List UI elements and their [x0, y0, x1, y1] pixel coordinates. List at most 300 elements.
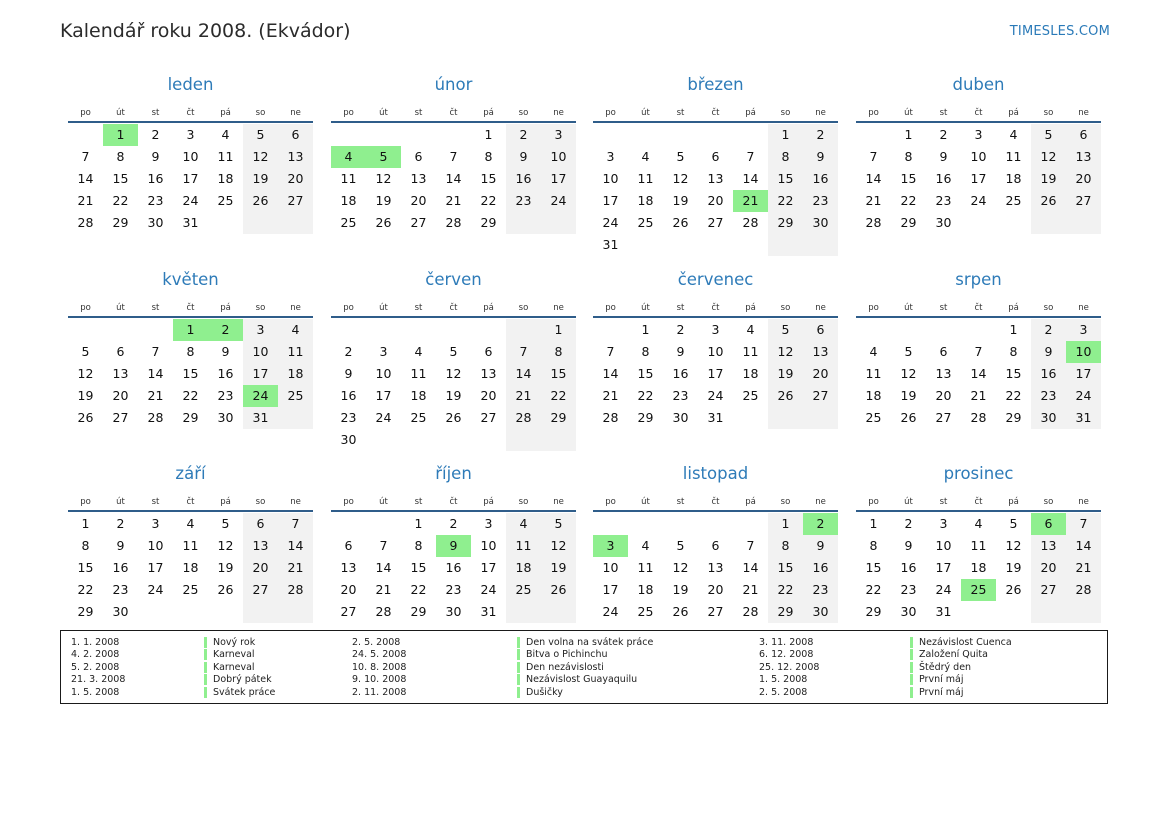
day-cell: 25 [217, 193, 234, 208]
day-cell: 20 [278, 168, 313, 190]
day-cell: 12 [672, 171, 689, 186]
day-cell: 20 [707, 582, 724, 597]
day-cell: 23 [506, 190, 541, 212]
day-cell: 25 [506, 579, 541, 601]
day-cell: 19 [77, 388, 94, 403]
month-title: květen [162, 270, 219, 289]
day-cell: 24 [1066, 385, 1101, 407]
day-cell: 18 [217, 171, 234, 186]
month-divider [856, 316, 1101, 318]
day-cell: 11 [410, 366, 427, 381]
day-cell: 21 [970, 388, 987, 403]
day-cell: 13 [410, 171, 427, 186]
day-cell: 2 [1031, 319, 1066, 341]
day-cell: 25 [340, 215, 357, 230]
day-cell: 2 [208, 319, 243, 341]
day-cell: 26 [900, 410, 917, 425]
weekday-label: st [939, 303, 948, 313]
day-cell: 7 [506, 341, 541, 363]
weekday-label: pá [483, 108, 494, 118]
day-cell: 21 [147, 388, 164, 403]
legend-holiday-name: Založení Quita [910, 649, 988, 660]
day-cell: 28 [147, 410, 164, 425]
day-cell: 5 [904, 344, 913, 359]
day-cell: 26 [375, 215, 392, 230]
weekend-empty-cell [768, 234, 803, 256]
weekend-empty-cell [278, 212, 313, 234]
day-cell: 4 [641, 538, 650, 553]
day-cell: 5 [366, 146, 401, 168]
legend-date: 1. 5. 2008 [759, 674, 808, 686]
day-cell: 22 [1005, 388, 1022, 403]
day-cell: 19 [445, 388, 462, 403]
day-cell: 13 [803, 341, 838, 363]
day-cell: 30 [217, 410, 234, 425]
day-cell: 7 [151, 344, 160, 359]
day-cell: 9 [803, 535, 838, 557]
day-cell: 7 [1066, 513, 1101, 535]
day-cell: 17 [480, 560, 497, 575]
day-cell: 5 [768, 319, 803, 341]
day-cell: 15 [77, 560, 94, 575]
day-cell: 19 [1005, 560, 1022, 575]
day-cell: 17 [707, 366, 724, 381]
day-cell: 24 [707, 388, 724, 403]
day-cell: 2 [939, 127, 948, 142]
day-cell: 18 [182, 560, 199, 575]
day-cell: 4 [506, 513, 541, 535]
day-cell: 2 [803, 124, 838, 146]
day-cell: 27 [243, 579, 278, 601]
day-cell: 22 [541, 385, 576, 407]
day-cell: 30 [445, 604, 462, 619]
day-cell: 27 [803, 385, 838, 407]
weekday-label: út [116, 303, 125, 313]
weekday-label: út [904, 303, 913, 313]
day-cell: 26 [1031, 190, 1066, 212]
day-cell: 15 [637, 366, 654, 381]
day-cell: 3 [711, 322, 720, 337]
day-cell: 11 [340, 171, 357, 186]
day-cell: 24 [970, 193, 987, 208]
day-cell: 27 [112, 410, 129, 425]
day-cell: 9 [221, 344, 230, 359]
day-cell: 12 [900, 366, 917, 381]
day-cell: 8 [1009, 344, 1018, 359]
day-cell: 19 [243, 168, 278, 190]
day-cell: 25 [410, 410, 427, 425]
weekday-label: st [939, 497, 948, 507]
day-cell: 10 [602, 560, 619, 575]
weekday-label: čt [974, 108, 983, 118]
day-cell: 28 [278, 579, 313, 601]
legend-date: 5. 2. 2008 [71, 661, 120, 673]
day-cell: 23 [340, 410, 357, 425]
day-cell: 25 [278, 385, 313, 407]
weekday-label: so [780, 303, 791, 313]
weekend-empty-cell [243, 601, 278, 623]
day-cell: 8 [186, 344, 195, 359]
day-cell: 4 [974, 516, 983, 531]
day-cell: 10 [147, 538, 164, 553]
day-cell: 1 [541, 319, 576, 341]
weekday-label: st [676, 497, 685, 507]
weekend-empty-cell [803, 407, 838, 429]
weekday-label: pá [1008, 108, 1019, 118]
weekday-label: so [255, 108, 266, 118]
weekend-empty-cell [541, 212, 576, 234]
weekday-label: po [868, 108, 879, 118]
day-cell: 1 [904, 127, 913, 142]
legend-holiday-name: Štědrý den [910, 662, 971, 673]
weekday-label: so [1043, 497, 1054, 507]
day-cell: 13 [480, 366, 497, 381]
day-cell: 11 [637, 171, 654, 186]
day-cell: 1 [641, 322, 650, 337]
month-title: prosinec [943, 464, 1014, 483]
day-cell: 24 [243, 385, 278, 407]
day-cell: 26 [77, 410, 94, 425]
day-cell: 1 [103, 124, 138, 146]
day-cell: 26 [445, 410, 462, 425]
weekday-label: pá [483, 497, 494, 507]
day-cell: 20 [935, 388, 952, 403]
day-cell: 5 [676, 149, 685, 164]
legend-date: 1. 1. 2008 [71, 637, 120, 648]
day-cell: 21 [602, 388, 619, 403]
day-cell: 24 [602, 604, 619, 619]
day-cell: 29 [480, 215, 497, 230]
weekday-label: st [151, 303, 160, 313]
day-cell: 11 [637, 560, 654, 575]
day-cell: 28 [742, 215, 759, 230]
day-cell: 25 [961, 579, 996, 601]
weekday-label: po [605, 108, 616, 118]
day-cell: 26 [672, 604, 689, 619]
day-cell: 12 [77, 366, 94, 381]
weekday-label: čt [974, 303, 983, 313]
day-cell: 9 [151, 149, 160, 164]
day-cell: 6 [711, 149, 720, 164]
day-cell: 9 [1031, 341, 1066, 363]
weekday-label: ne [290, 108, 301, 118]
day-cell: 4 [869, 344, 878, 359]
day-cell: 5 [81, 344, 90, 359]
weekday-label: čt [711, 303, 720, 313]
day-cell: 10 [602, 171, 619, 186]
weekday-label: st [676, 303, 685, 313]
day-cell: 7 [81, 149, 90, 164]
day-cell: 15 [768, 168, 803, 190]
day-cell: 31 [243, 407, 278, 429]
day-cell: 6 [116, 344, 125, 359]
day-cell: 18 [340, 193, 357, 208]
weekday-label: ne [290, 497, 301, 507]
day-cell: 18 [637, 582, 654, 597]
weekday-label: po [80, 303, 91, 313]
day-cell: 7 [606, 344, 615, 359]
day-cell: 23 [217, 388, 234, 403]
day-cell: 27 [1031, 579, 1066, 601]
legend-date: 2. 11. 2008 [352, 686, 407, 698]
day-cell: 11 [970, 538, 987, 553]
day-cell: 23 [900, 582, 917, 597]
day-cell: 6 [278, 124, 313, 146]
weekday-label: pá [745, 108, 756, 118]
weekend-empty-cell [506, 429, 541, 451]
day-cell: 30 [112, 604, 129, 619]
month-divider [593, 510, 838, 512]
day-cell: 20 [1066, 168, 1101, 190]
weekend-empty-cell [1066, 212, 1101, 234]
day-cell: 3 [379, 344, 388, 359]
day-cell: 10 [707, 344, 724, 359]
day-cell: 26 [1005, 582, 1022, 597]
day-cell: 27 [480, 410, 497, 425]
month-title: listopad [682, 464, 749, 483]
day-cell: 29 [112, 215, 129, 230]
day-cell: 30 [803, 212, 838, 234]
weekday-label: út [904, 108, 913, 118]
day-cell: 20 [480, 388, 497, 403]
day-cell: 17 [541, 168, 576, 190]
day-cell: 2 [506, 124, 541, 146]
weekend-empty-cell [803, 234, 838, 256]
weekday-label: út [641, 497, 650, 507]
day-cell: 1 [484, 127, 493, 142]
day-cell: 2 [449, 516, 458, 531]
day-cell: 11 [217, 149, 234, 164]
month-divider [856, 121, 1101, 123]
day-cell: 29 [1005, 410, 1022, 425]
weekend-empty-cell [506, 212, 541, 234]
day-cell: 16 [445, 560, 462, 575]
day-cell: 15 [768, 557, 803, 579]
month-divider [68, 510, 313, 512]
day-cell: 25 [1005, 193, 1022, 208]
weekday-label: ne [553, 497, 564, 507]
weekend-empty-cell [243, 212, 278, 234]
weekday-label: čt [711, 108, 720, 118]
day-cell: 18 [865, 388, 882, 403]
day-cell: 28 [506, 407, 541, 429]
day-cell: 15 [112, 171, 129, 186]
weekend-empty-cell [278, 407, 313, 429]
weekday-label: út [116, 497, 125, 507]
day-cell: 10 [970, 149, 987, 164]
day-cell: 9 [904, 538, 913, 553]
weekday-label: út [116, 108, 125, 118]
weekday-label: po [868, 303, 879, 313]
day-cell: 21 [506, 385, 541, 407]
day-cell: 14 [602, 366, 619, 381]
day-cell: 5 [221, 516, 230, 531]
month-title: září [175, 464, 206, 483]
day-cell: 18 [970, 560, 987, 575]
day-cell: 30 [900, 604, 917, 619]
weekday-label: po [868, 497, 879, 507]
month-title: únor [434, 75, 473, 94]
day-cell: 12 [217, 538, 234, 553]
day-cell: 28 [375, 604, 392, 619]
day-cell: 17 [147, 560, 164, 575]
day-cell: 28 [742, 604, 759, 619]
day-cell: 24 [480, 582, 497, 597]
legend-holiday-name: Den nezávislosti [517, 662, 604, 673]
day-cell: 15 [865, 560, 882, 575]
day-cell: 13 [112, 366, 129, 381]
weekend-empty-cell [541, 601, 576, 623]
weekday-label: st [676, 108, 685, 118]
day-cell: 22 [77, 582, 94, 597]
day-cell: 14 [970, 366, 987, 381]
day-cell: 23 [935, 193, 952, 208]
month-divider [68, 316, 313, 318]
day-cell: 19 [217, 560, 234, 575]
day-cell: 12 [541, 535, 576, 557]
day-cell: 17 [970, 171, 987, 186]
day-cell: 10 [541, 146, 576, 168]
month-title: duben [952, 75, 1005, 94]
legend-date: 3. 11. 2008 [759, 637, 814, 648]
day-cell: 12 [1031, 146, 1066, 168]
day-cell: 19 [768, 363, 803, 385]
legend-holiday-name: První máj [910, 687, 964, 698]
day-cell: 8 [641, 344, 650, 359]
weekday-label: st [414, 108, 423, 118]
day-cell: 21 [1066, 557, 1101, 579]
day-cell: 29 [541, 407, 576, 429]
day-cell: 14 [506, 363, 541, 385]
day-cell: 19 [375, 193, 392, 208]
day-cell: 1 [173, 319, 208, 341]
weekday-label: ne [815, 108, 826, 118]
weekday-label: so [255, 497, 266, 507]
month-title: červen [425, 270, 482, 289]
day-cell: 11 [506, 535, 541, 557]
day-cell: 3 [606, 149, 615, 164]
day-cell: 16 [672, 366, 689, 381]
day-cell: 4 [1009, 127, 1018, 142]
weekday-label: pá [1008, 303, 1019, 313]
weekday-label: so [518, 303, 529, 313]
day-cell: 24 [182, 193, 199, 208]
day-cell: 20 [340, 582, 357, 597]
day-cell: 28 [445, 215, 462, 230]
day-cell: 30 [935, 215, 952, 230]
weekday-label: so [1043, 108, 1054, 118]
day-cell: 30 [672, 410, 689, 425]
legend-holiday-name: Karneval [204, 662, 255, 673]
day-cell: 28 [865, 215, 882, 230]
brand-link[interactable]: TIMESLES.COM [1009, 24, 1110, 39]
day-cell: 27 [278, 190, 313, 212]
weekday-label: so [780, 108, 791, 118]
day-cell: 11 [278, 341, 313, 363]
day-cell: 13 [340, 560, 357, 575]
legend-date: 21. 3. 2008 [71, 674, 126, 686]
day-cell: 21 [445, 193, 462, 208]
day-cell: 29 [637, 410, 654, 425]
day-cell: 18 [1005, 171, 1022, 186]
weekend-empty-cell [506, 319, 541, 341]
weekday-label: út [379, 108, 388, 118]
day-cell: 6 [1066, 124, 1101, 146]
day-cell: 9 [116, 538, 125, 553]
day-cell: 5 [676, 538, 685, 553]
weekend-empty-cell [1031, 212, 1066, 234]
day-cell: 29 [865, 604, 882, 619]
day-cell: 16 [803, 168, 838, 190]
day-cell: 30 [1031, 407, 1066, 429]
weekday-label: so [518, 497, 529, 507]
weekend-empty-cell [541, 429, 576, 451]
weekday-label: čt [974, 497, 983, 507]
day-cell: 7 [746, 149, 755, 164]
day-cell: 8 [768, 535, 803, 557]
day-cell: 23 [803, 190, 838, 212]
day-cell: 14 [77, 171, 94, 186]
day-cell: 11 [865, 366, 882, 381]
legend-holiday-name: Svátek práce [204, 687, 275, 698]
weekday-label: so [780, 497, 791, 507]
weekday-label: čt [449, 497, 458, 507]
legend-holiday-name: Nezávislost Cuenca [910, 637, 1012, 648]
month-divider [331, 510, 576, 512]
legend-holiday-name: Nezávislost Guayaquilu [517, 674, 637, 685]
day-cell: 7 [746, 538, 755, 553]
legend-date: 25. 12. 2008 [759, 661, 820, 673]
day-cell: 30 [147, 215, 164, 230]
day-cell: 4 [746, 322, 755, 337]
day-cell: 7 [379, 538, 388, 553]
day-cell: 25 [742, 388, 759, 403]
legend-date: 2. 5. 2008 [352, 637, 401, 648]
day-cell: 3 [541, 124, 576, 146]
day-cell: 29 [182, 410, 199, 425]
day-cell: 17 [1066, 363, 1101, 385]
day-cell: 21 [742, 582, 759, 597]
day-cell: 5 [1031, 124, 1066, 146]
day-cell: 13 [1031, 535, 1066, 557]
day-cell: 17 [375, 388, 392, 403]
day-cell: 23 [147, 193, 164, 208]
weekday-label: so [518, 108, 529, 118]
day-cell: 13 [1066, 146, 1101, 168]
legend-holiday-name: Dušičky [517, 687, 563, 698]
day-cell: 17 [243, 363, 278, 385]
day-cell: 8 [541, 341, 576, 363]
day-cell: 10 [182, 149, 199, 164]
day-cell: 14 [278, 535, 313, 557]
day-cell: 18 [506, 557, 541, 579]
day-cell: 28 [77, 215, 94, 230]
month-title: březen [687, 75, 744, 94]
weekend-empty-cell [278, 601, 313, 623]
weekday-label: ne [815, 497, 826, 507]
weekday-label: po [343, 497, 354, 507]
weekday-label: ne [1078, 108, 1089, 118]
day-cell: 1 [768, 124, 803, 146]
day-cell: 7 [449, 149, 458, 164]
day-cell: 12 [1005, 538, 1022, 553]
day-cell: 7 [278, 513, 313, 535]
weekday-label: po [343, 108, 354, 118]
day-cell: 1 [414, 516, 423, 531]
day-cell: 15 [410, 560, 427, 575]
day-cell: 6 [344, 538, 353, 553]
day-cell: 14 [742, 560, 759, 575]
